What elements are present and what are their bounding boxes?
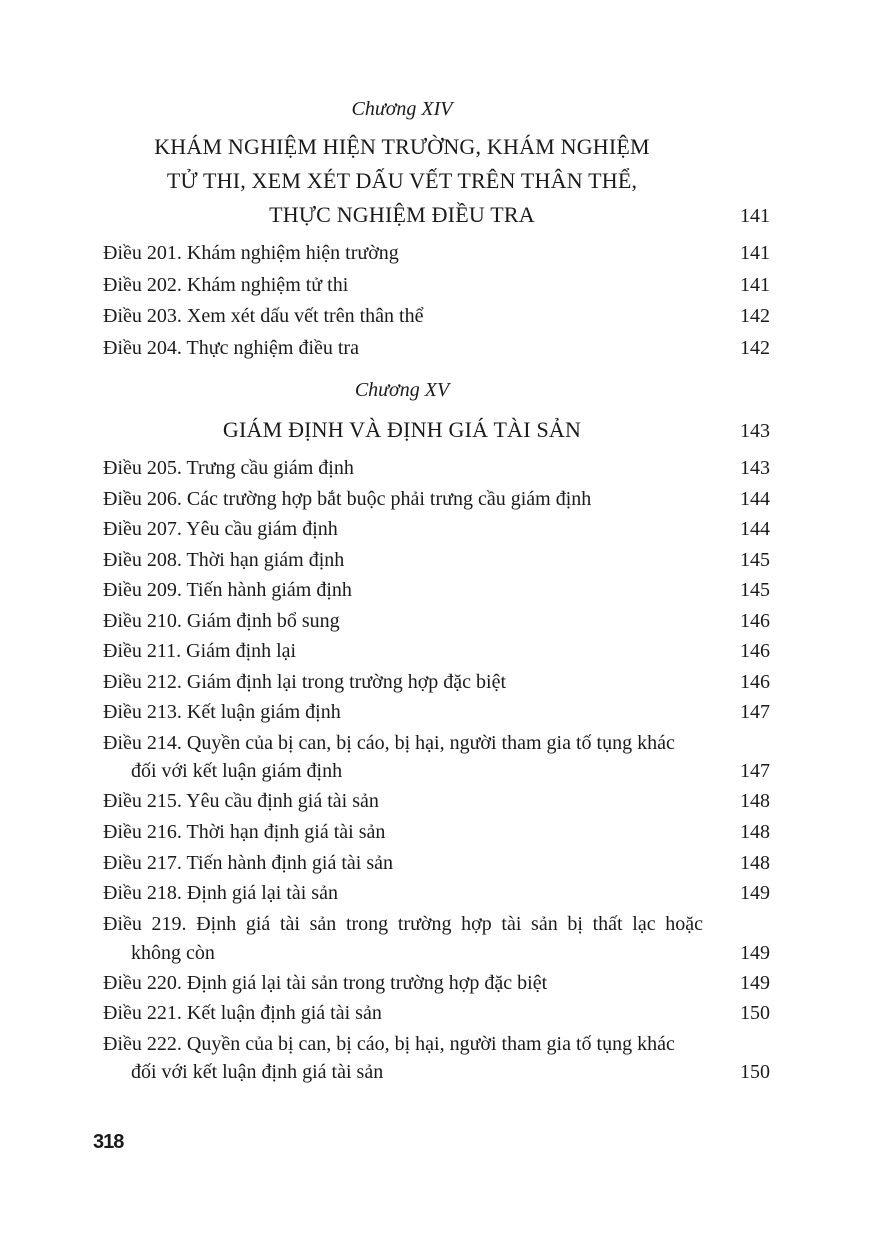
toc-entry-222: Điều 222. Quyền của bị can, bị cáo, bị hại, người tham gia tố tụng khác	[103, 1033, 675, 1055]
toc-entry-208: Điều 208. Thời hạn giám định	[103, 549, 345, 571]
toc-entry-202-page: 141	[740, 274, 770, 296]
toc-entry-214: Điều 214. Quyền của bị can, bị cáo, bị hại, người tham gia tố tụng khác	[103, 732, 675, 754]
toc-entry-210: Điều 210. Giám định bổ sung	[103, 610, 340, 632]
chapter-14-title-line-2: TỬ THI, XEM XÉT DẤU VẾT TRÊN THÂN THỂ,	[166, 168, 638, 193]
toc-entry-218-page: 149	[740, 882, 770, 904]
toc-entry-207-page: 144	[740, 518, 770, 540]
toc-entry-204-page: 142	[740, 337, 770, 359]
toc-entry-201: Điều 201. Khám nghiệm hiện trường	[103, 242, 399, 264]
chapter-14-title-line-3: THỰC NGHIỆM ĐIỀU TRA	[269, 202, 535, 227]
toc-entry-215-page: 148	[740, 790, 770, 812]
toc-entry-202: Điều 202. Khám nghiệm tử thi	[103, 274, 349, 296]
toc-entry-207: Điều 207. Yêu cầu giám định	[103, 518, 338, 540]
toc-entry-209-page: 145	[740, 579, 770, 601]
chapter-15-title: GIÁM ĐỊNH VÀ ĐỊNH GIÁ TÀI SẢN	[222, 417, 582, 442]
toc-entry-219: Điều 219. Định giá tài sản trong trường hợp tài sản bị thất lạc hoặc	[103, 913, 703, 935]
toc-entry-218: Điều 218. Định giá lại tài sản	[103, 882, 338, 904]
toc-entry-212: Điều 212. Giám định lại trong trường hợp đặc biệt	[103, 671, 507, 693]
toc-entry-211-page: 146	[740, 640, 770, 662]
chapter-15-page: 143	[740, 420, 770, 442]
toc-entry-214-page: 147	[740, 760, 770, 782]
toc-entry-205: Điều 205. Trưng cầu giám định	[103, 457, 354, 479]
toc-entry-219-cont: không còn	[131, 942, 215, 964]
toc-entry-208-page: 145	[740, 549, 770, 571]
toc-entry-213: Điều 213. Kết luận giám định	[103, 701, 341, 723]
footer-page-number: 318	[93, 1131, 124, 1153]
toc-entry-209: Điều 209. Tiến hành giám định	[103, 579, 352, 601]
toc-entry-217: Điều 217. Tiến hành định giá tài sản	[103, 852, 393, 874]
toc-entry-217-page: 148	[740, 852, 770, 874]
toc-entry-216: Điều 216. Thời hạn định giá tài sản	[103, 821, 386, 843]
toc-entry-212-page: 146	[740, 671, 770, 693]
chapter-14-title-line-1: KHÁM NGHIỆM HIỆN TRƯỜNG, KHÁM NGHIỆM	[154, 134, 650, 159]
toc-entry-210-page: 146	[740, 610, 770, 632]
toc-entry-203-page: 142	[740, 305, 770, 327]
toc-entry-204: Điều 204. Thực nghiệm điều tra	[103, 337, 359, 359]
toc-entry-222-cont: đối với kết luận định giá tài sản	[131, 1061, 384, 1083]
chapter-14-page: 141	[740, 205, 770, 227]
toc-entry-213-page: 147	[740, 701, 770, 723]
toc-entry-221: Điều 221. Kết luận định giá tài sản	[103, 1002, 382, 1024]
chapter-15-label: Chương XV	[354, 379, 450, 401]
toc-entry-221-page: 150	[740, 1002, 770, 1024]
toc-entry-203: Điều 203. Xem xét dấu vết trên thân thể	[103, 305, 424, 327]
toc-entry-206: Điều 206. Các trường hợp bắt buộc phải trưng cầu giám định	[103, 488, 592, 510]
toc-entry-220-page: 149	[740, 972, 770, 994]
toc-entry-222-page: 150	[740, 1061, 770, 1083]
toc-entry-216-page: 148	[740, 821, 770, 843]
toc-entry-214-cont: đối với kết luận giám định	[131, 760, 343, 782]
toc-entry-220: Điều 220. Định giá lại tài sản trong trường hợp đặc biệt	[103, 972, 548, 994]
toc-entry-206-page: 144	[740, 488, 770, 510]
toc-entry-201-page: 141	[740, 242, 770, 264]
toc-entry-215: Điều 215. Yêu cầu định giá tài sản	[103, 790, 379, 812]
chapter-14-label: Chương XIV	[351, 98, 453, 120]
toc-entry-205-page: 143	[740, 457, 770, 479]
toc-entry-219-page: 149	[740, 942, 770, 964]
toc-entry-211: Điều 211. Giám định lại	[103, 640, 297, 662]
